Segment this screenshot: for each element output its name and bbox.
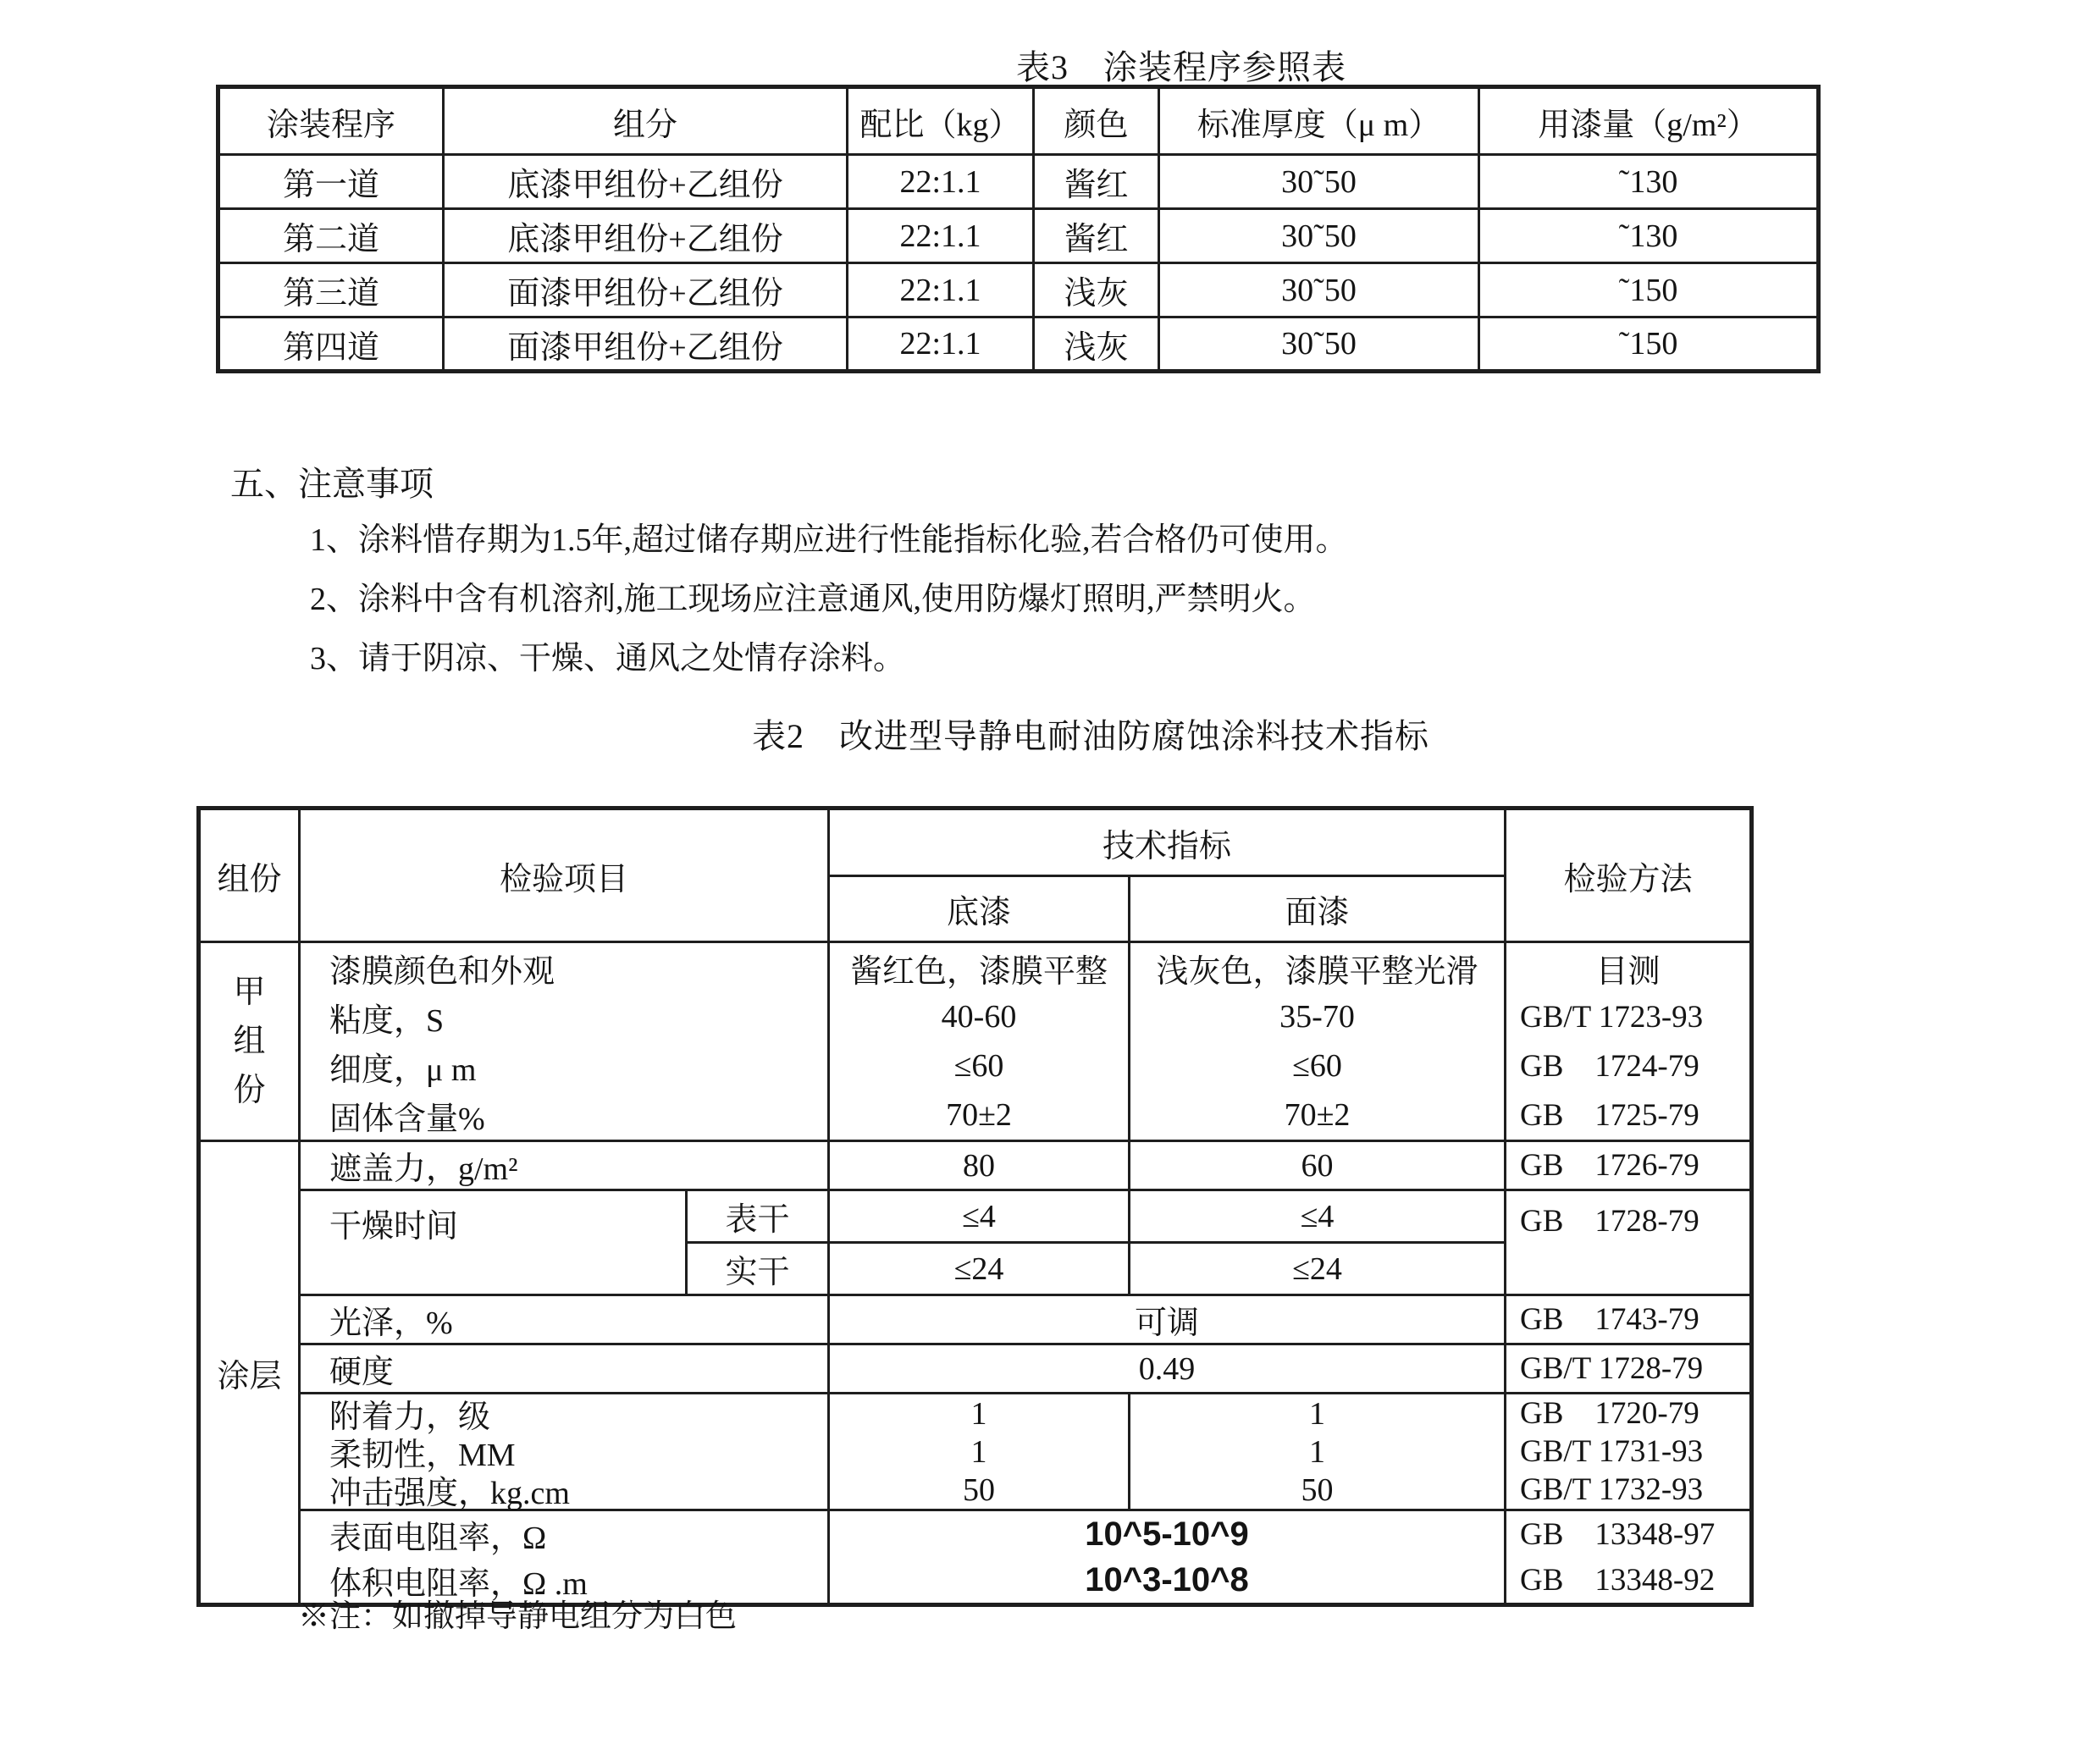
t3-header-component: 组分 <box>444 87 848 155</box>
coating-section-label: 涂层 <box>199 1141 300 1605</box>
t2-items-cell: 附着力，级 柔韧性，MM 冲击强度，kg.cm <box>300 1394 829 1510</box>
t2-item: 遮盖力，g/m² <box>300 1141 829 1190</box>
t2-method: GB 1726-79 <box>1506 1141 1752 1190</box>
t2-primer-cell: 1 1 50 <box>829 1394 1130 1510</box>
t2-topcoat-cell: 浅灰色，漆膜平整光滑 35-70 ≤60 70±2 <box>1130 942 1506 1141</box>
component-a-label: 甲 组 份 <box>199 942 300 1141</box>
table-row <box>218 155 1819 209</box>
t3-cell: 浅灰 <box>1034 263 1159 317</box>
note-item: 2、涂料中含有机溶剂,施工现场应注意通风,使用防爆灯照明,严禁明火。 <box>310 582 1316 617</box>
t3-cell: 22:1.1 <box>848 155 1034 209</box>
t2-item: 光泽，% <box>300 1295 829 1344</box>
table-row <box>218 263 1819 317</box>
t3-cell: 30˜50 <box>1159 155 1479 209</box>
t3-cell: 22:1.1 <box>848 317 1034 372</box>
t3-cell: ˜130 <box>1479 155 1819 209</box>
t2-header-primer: 底漆 <box>829 876 1130 942</box>
t3-cell: ˜150 <box>1479 263 1819 317</box>
t2-items-cell: 漆膜颜色和外观 粘度，S 细度，μ m 固体含量% <box>300 942 829 1141</box>
t2-primer-cell: 酱红色，漆膜平整 40-60 ≤60 70±2 <box>829 942 1130 1141</box>
t2-topcoat-value: ≤24 <box>1130 1243 1506 1295</box>
t3-cell: 第一道 <box>218 155 444 209</box>
t2-topcoat-cell: 1 1 50 <box>1130 1394 1506 1510</box>
t3-header-color: 颜色 <box>1034 87 1159 155</box>
t2-merged-value: 0.49 <box>829 1344 1506 1394</box>
table3-header-row <box>218 87 1819 155</box>
t2-merged-value-cell: 10^5-10^9 10^3-10^8 <box>829 1510 1506 1605</box>
gloss-row <box>199 1295 1752 1344</box>
t3-header-procedure: 涂装程序 <box>218 87 444 155</box>
t2-primer-value: ≤4 <box>829 1190 1130 1243</box>
t3-cell: ˜130 <box>1479 209 1819 263</box>
t2-merged-value: 可调 <box>829 1295 1506 1344</box>
t2-header-tech: 技术指标 <box>829 809 1506 876</box>
t3-cell: 第三道 <box>218 263 444 317</box>
t3-cell: ˜150 <box>1479 317 1819 372</box>
drying-sub-label: 表干 <box>687 1190 829 1243</box>
t2-topcoat-value: 60 <box>1130 1141 1506 1190</box>
t2-method-cell: GB 1720-79 GB/T 1731-93 GB/T 1732-93 <box>1506 1394 1752 1510</box>
t3-cell: 底漆甲组份+乙组份 <box>444 155 848 209</box>
table2-header-row <box>199 809 1752 876</box>
table-row <box>218 317 1819 372</box>
t3-header-ratio: 配比（kg） <box>848 87 1034 155</box>
t3-cell: 面漆甲组份+乙组份 <box>444 263 848 317</box>
t2-header-topcoat: 面漆 <box>1130 876 1506 942</box>
t3-cell: 30˜50 <box>1159 317 1479 372</box>
t2-header-method: 检验方法 <box>1506 809 1752 942</box>
table2-footnote: ※注：如撤掉导静电组分为白色 <box>298 1599 737 1634</box>
t2-method: GB 1728-79 <box>1506 1190 1752 1295</box>
t3-header-paint-amount: 用漆量（g/m²） <box>1479 87 1819 155</box>
hardness-row <box>199 1344 1752 1394</box>
t3-cell: 酱红 <box>1034 155 1159 209</box>
t3-header-thickness: 标准厚度（μ m） <box>1159 87 1479 155</box>
t2-method-cell: 目测 GB/T 1723-93 GB 1724-79 GB 1725-79 <box>1506 942 1752 1141</box>
t2-item: 干燥时间 <box>300 1190 687 1295</box>
notes-heading: 五、注意事项 <box>230 465 434 503</box>
hiding-power-row <box>199 1141 1752 1190</box>
table2-title: 表2 改进型导静电耐油防腐蚀涂料技术指标 <box>752 717 1429 755</box>
table-row <box>218 209 1819 263</box>
t2-header-item: 检验项目 <box>300 809 829 942</box>
drying-time-surface-row <box>199 1190 1752 1243</box>
component-a-section <box>199 942 1752 1141</box>
note-item: 3、请于阴凉、干燥、通风之处情存涂料。 <box>310 641 906 676</box>
t2-topcoat-value: ≤4 <box>1130 1190 1506 1243</box>
t2-header-component: 组份 <box>199 809 300 942</box>
drying-sub-label: 实干 <box>687 1243 829 1295</box>
t3-cell: 面漆甲组份+乙组份 <box>444 317 848 372</box>
t2-items-cell: 表面电阻率，Ω 体积电阻率，Ω .m <box>300 1510 829 1605</box>
t3-cell: 30˜50 <box>1159 263 1479 317</box>
t3-cell: 浅灰 <box>1034 317 1159 372</box>
t2-method-cell: GB 13348-97 GB 13348-92 <box>1506 1510 1752 1605</box>
t2-primer-value: 80 <box>829 1141 1130 1190</box>
note-item: 1、涂料惜存期为1.5年,超过储存期应进行性能指标化验,若合格仍可使用。 <box>310 522 1348 558</box>
mechanical-rows <box>199 1394 1752 1510</box>
t3-cell: 第二道 <box>218 209 444 263</box>
tech-spec-table <box>196 806 1754 1607</box>
t3-cell: 第四道 <box>218 317 444 372</box>
t2-primer-value: ≤24 <box>829 1243 1130 1295</box>
t2-method: GB 1743-79 <box>1506 1295 1752 1344</box>
t3-cell: 30˜50 <box>1159 209 1479 263</box>
t3-cell: 22:1.1 <box>848 263 1034 317</box>
t3-cell: 22:1.1 <box>848 209 1034 263</box>
t3-cell: 底漆甲组份+乙组份 <box>444 209 848 263</box>
t2-item: 硬度 <box>300 1344 829 1394</box>
table3-title: 表3 涂装程序参照表 <box>1016 48 1346 86</box>
t3-cell: 酱红 <box>1034 209 1159 263</box>
t2-method: GB/T 1728-79 <box>1506 1344 1752 1394</box>
coating-procedure-table <box>216 85 1821 373</box>
